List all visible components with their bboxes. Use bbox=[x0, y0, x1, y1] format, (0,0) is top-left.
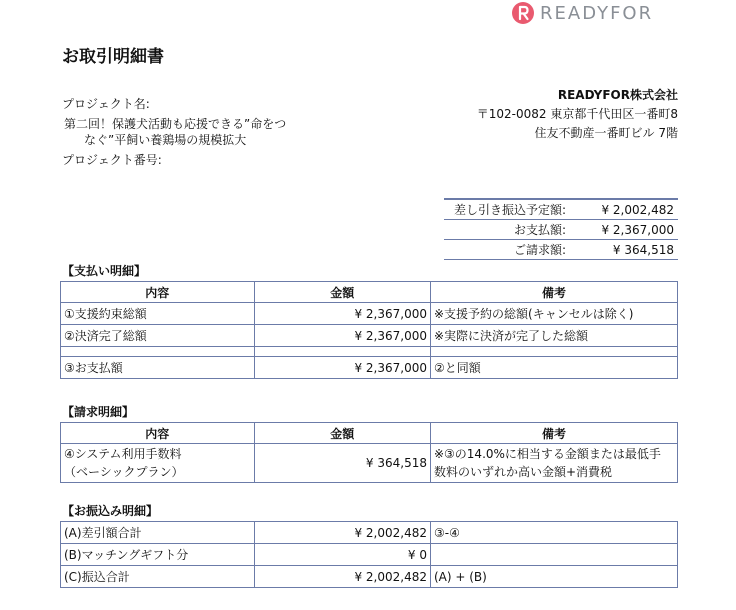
row-item: ①支援約束総額 bbox=[61, 303, 255, 325]
page-title: お取引明細書 bbox=[62, 47, 164, 67]
table-row bbox=[61, 522, 678, 544]
row-amount: ¥ 2,367,000 bbox=[254, 303, 430, 325]
col-header-note: 備考 bbox=[430, 282, 677, 303]
row-amount: ¥ 0 bbox=[254, 544, 430, 566]
summary-row bbox=[444, 240, 678, 260]
table-header-row bbox=[61, 423, 678, 444]
row-note: ②と同額 bbox=[430, 357, 677, 379]
transfer-table bbox=[60, 521, 678, 588]
row-amount: ¥ 2,367,000 bbox=[254, 325, 430, 347]
row-item: (B)マッチングギフト分 bbox=[61, 544, 255, 566]
col-header-note: 備考 bbox=[430, 423, 677, 444]
payment-table bbox=[60, 281, 678, 379]
table-row bbox=[61, 566, 678, 588]
row-note-line2: 数料のいずれか高い金額+消費税 bbox=[433, 465, 613, 479]
row-amount: ¥ 2,002,482 bbox=[254, 566, 430, 588]
row-item-line2: （ベーシックプラン） bbox=[64, 465, 184, 479]
col-header-amount: 金額 bbox=[254, 282, 430, 303]
row-item bbox=[61, 444, 255, 483]
spacer-row bbox=[61, 347, 678, 357]
transfer-heading: 【お振込み明細】 bbox=[62, 504, 159, 518]
summary-value: ¥ 2,367,000 bbox=[570, 220, 678, 240]
project-name-line2: なぐ”平飼い養鶏場の規模拡大 bbox=[84, 133, 247, 147]
row-item: (A)差引額合計 bbox=[61, 522, 255, 544]
brand-name: READYFOR bbox=[540, 2, 654, 24]
project-name-line1: 第二回！保護犬活動も応援できる”命をつ bbox=[64, 117, 287, 131]
row-note: ※実際に決済が完了した総額 bbox=[430, 325, 677, 347]
summary-table bbox=[444, 198, 678, 260]
project-number-label: プロジェクト番号: bbox=[62, 153, 162, 167]
row-note-line1: ※③の14.0%に相当する金額または最低手 bbox=[433, 447, 661, 461]
spacer-cell bbox=[430, 347, 677, 357]
readyfor-logo bbox=[512, 2, 682, 24]
row-note: (A) + (B) bbox=[430, 566, 677, 588]
company-address1: 〒102-0082 東京都千代田区一番町8 bbox=[476, 107, 678, 121]
summary-value: ¥ 364,518 bbox=[570, 240, 678, 260]
readyfor-logo-icon bbox=[512, 2, 534, 24]
row-item-line1: ④システム利用手数料 bbox=[64, 447, 182, 461]
billing-heading: 【請求明細】 bbox=[62, 405, 135, 419]
summary-label: 差し引き振込予定額: bbox=[444, 199, 570, 220]
table-row bbox=[61, 544, 678, 566]
payment-heading: 【支払い明細】 bbox=[62, 264, 147, 278]
summary-value: ¥ 2,002,482 bbox=[570, 199, 678, 220]
company-address2: 住友不動産一番町ビル 7階 bbox=[534, 126, 678, 140]
row-item: (C)振込合計 bbox=[61, 566, 255, 588]
project-info bbox=[62, 94, 286, 170]
row-item: ②決済完了総額 bbox=[61, 325, 255, 347]
billing-table bbox=[60, 422, 678, 483]
table-header-row bbox=[61, 282, 678, 303]
table-row bbox=[61, 444, 678, 483]
row-amount: ¥ 364,518 bbox=[254, 444, 430, 483]
row-item: ③お支払額 bbox=[61, 357, 255, 379]
table-row bbox=[61, 325, 678, 347]
summary-label: お支払額: bbox=[444, 220, 570, 240]
row-note: ③-④ bbox=[430, 522, 677, 544]
row-note bbox=[430, 444, 677, 483]
row-amount: ¥ 2,367,000 bbox=[254, 357, 430, 379]
row-amount: ¥ 2,002,482 bbox=[254, 522, 430, 544]
spacer-cell bbox=[254, 347, 430, 357]
summary-label: ご請求額: bbox=[444, 240, 570, 260]
row-note: ※支援予約の総額(キャンセルは除く) bbox=[430, 303, 677, 325]
col-header-amount: 金額 bbox=[254, 423, 430, 444]
col-header-item: 内容 bbox=[61, 282, 255, 303]
row-note bbox=[430, 544, 677, 566]
spacer-cell bbox=[61, 347, 255, 357]
table-row bbox=[61, 357, 678, 379]
summary-row bbox=[444, 220, 678, 240]
project-name-label: プロジェクト名: bbox=[62, 97, 150, 111]
company-info bbox=[477, 86, 678, 143]
table-row bbox=[61, 303, 678, 325]
summary-row bbox=[444, 199, 678, 220]
company-name: READYFOR株式会社 bbox=[557, 88, 678, 102]
col-header-item: 内容 bbox=[61, 423, 255, 444]
